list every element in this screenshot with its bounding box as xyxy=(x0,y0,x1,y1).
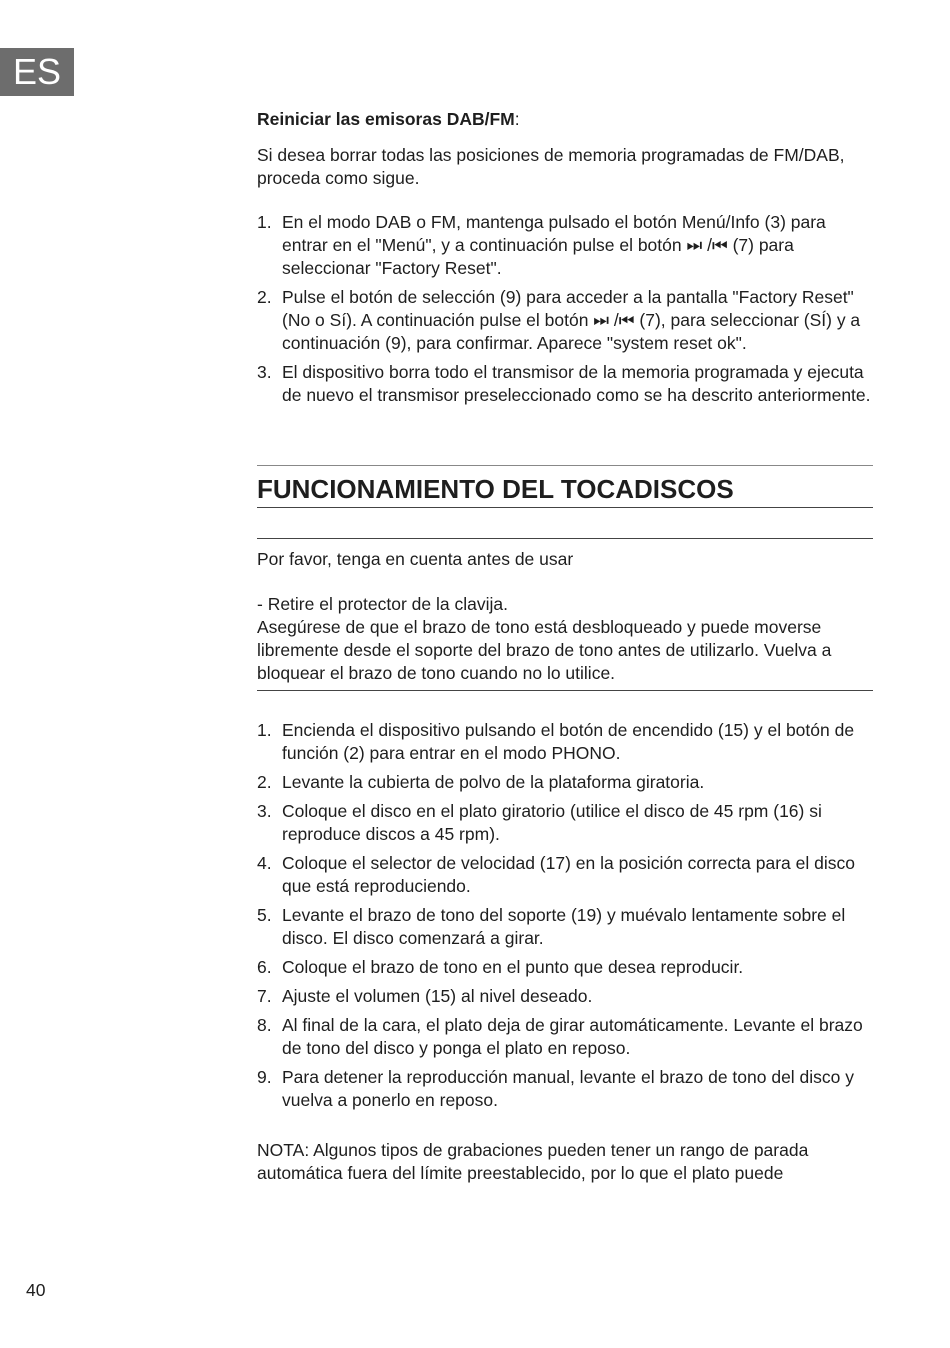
list-item xyxy=(257,985,873,1008)
notice-line-1: - Retire el protector de la clavija. xyxy=(257,594,508,614)
language-tab: ES xyxy=(0,48,74,96)
list-item-text: Para detener la reproducción manual, levante el brazo de tono del disco y vuelva a ponerlo en reposo. xyxy=(282,1067,855,1110)
list-item-number: 6. xyxy=(257,957,272,977)
list-item xyxy=(257,211,873,280)
reset-intro: Si desea borrar todas las posiciones de memoria programadas de FM/DAB, proceda como sigue. xyxy=(257,145,845,188)
list-item xyxy=(257,904,873,950)
list-item-number: 8. xyxy=(257,1015,272,1035)
reset-title-suffix: : xyxy=(514,109,520,129)
list-item-text: Coloque el brazo de tono en el punto que desea reproducir. xyxy=(282,957,744,977)
reset-section-title xyxy=(257,108,873,131)
list-item-number: 7. xyxy=(257,986,272,1006)
list-item-text: Ajuste el volumen (15) al nivel deseado. xyxy=(282,986,593,1006)
list-item xyxy=(257,719,873,765)
reset-title-text: Reiniciar las emisoras DAB/FM xyxy=(257,109,515,129)
list-item-number: 5. xyxy=(257,905,272,925)
list-item-text: Coloque el selector de velocidad (17) en la posición correcta para el disco que está reproduciendo. xyxy=(282,853,855,896)
list-item xyxy=(257,361,873,407)
section-heading: FUNCIONAMIENTO DEL TOCADISCOS xyxy=(257,474,734,504)
list-item-text: Levante el brazo de tono del soporte (19) y muévalo lentamente sobre el disco. El disco comenzará a girar. xyxy=(282,905,846,948)
page-number: 40 xyxy=(26,1280,46,1300)
list-item xyxy=(257,1066,873,1112)
list-item-text: En el modo DAB o FM, mantenga pulsado el botón Menú/Info (3) para entrar en el "Menú", y a continuación pulse el botón ⏭ /⏮ (7) para seleccionar "Factory Reset". xyxy=(282,212,826,278)
list-item-number: 4. xyxy=(257,853,272,873)
list-item xyxy=(257,1014,873,1060)
list-item-text: Levante la cubierta de polvo de la plataforma giratoria. xyxy=(282,772,705,792)
list-item xyxy=(257,800,873,846)
list-item-text: Pulse el botón de selección (9) para acceder a la pantalla "Factory Reset" (No o Sí). A continuación pulse el botón ⏭ /⏮ (7), para seleccionar (SÍ) y a continuación (9), para confirmar. Aparece "system reset ok". xyxy=(282,287,861,353)
list-item-text: Encienda el dispositivo pulsando el botón de encendido (15) y el botón de función (2) para entrar en el modo PHONO. xyxy=(282,720,855,763)
list-item xyxy=(257,286,873,355)
notice-title: Por favor, tenga en cuenta antes de usar xyxy=(257,549,574,569)
list-item-number: 3. xyxy=(257,362,272,382)
list-item-number: 2. xyxy=(257,772,272,792)
notice-line-2: Asegúrese de que el brazo de tono está desbloqueado y puede moverse libremente desde el soporte del brazo de tono antes de utilizarlo. Vuelva a bloquear el brazo de tono cuando no lo utilice. xyxy=(257,617,832,683)
list-item-number: 2. xyxy=(257,287,272,307)
turntable-steps-list xyxy=(257,719,873,1118)
notice-bottom-rule xyxy=(257,690,873,691)
notice-top-rule xyxy=(257,538,873,539)
list-item xyxy=(257,852,873,898)
list-item-number: 9. xyxy=(257,1067,272,1087)
reset-steps-list xyxy=(257,211,873,413)
list-item-text: El dispositivo borra todo el transmisor de la memoria programada y ejecuta de nuevo el transmisor preseleccionado como se ha descrito anteriormente. xyxy=(282,362,871,405)
note-text: NOTA: Algunos tipos de grabaciones pueden tener un rango de parada automática fuera del límite preestablecido, por lo que el plato puede xyxy=(257,1140,809,1183)
list-item xyxy=(257,956,873,979)
list-item-number: 1. xyxy=(257,720,272,740)
section-divider-bottom xyxy=(257,507,873,508)
list-item-text: Coloque el disco en el plato giratorio (utilice el disco de 45 rpm (16) si reproduce discos a 45 rpm). xyxy=(282,801,822,844)
list-item-number: 1. xyxy=(257,212,272,232)
section-divider-top xyxy=(257,465,873,466)
list-item-text: Al final de la cara, el plato deja de girar automáticamente. Levante el brazo de tono del disco y ponga el plato en reposo. xyxy=(282,1015,863,1058)
list-item xyxy=(257,771,873,794)
list-item-number: 3. xyxy=(257,801,272,821)
